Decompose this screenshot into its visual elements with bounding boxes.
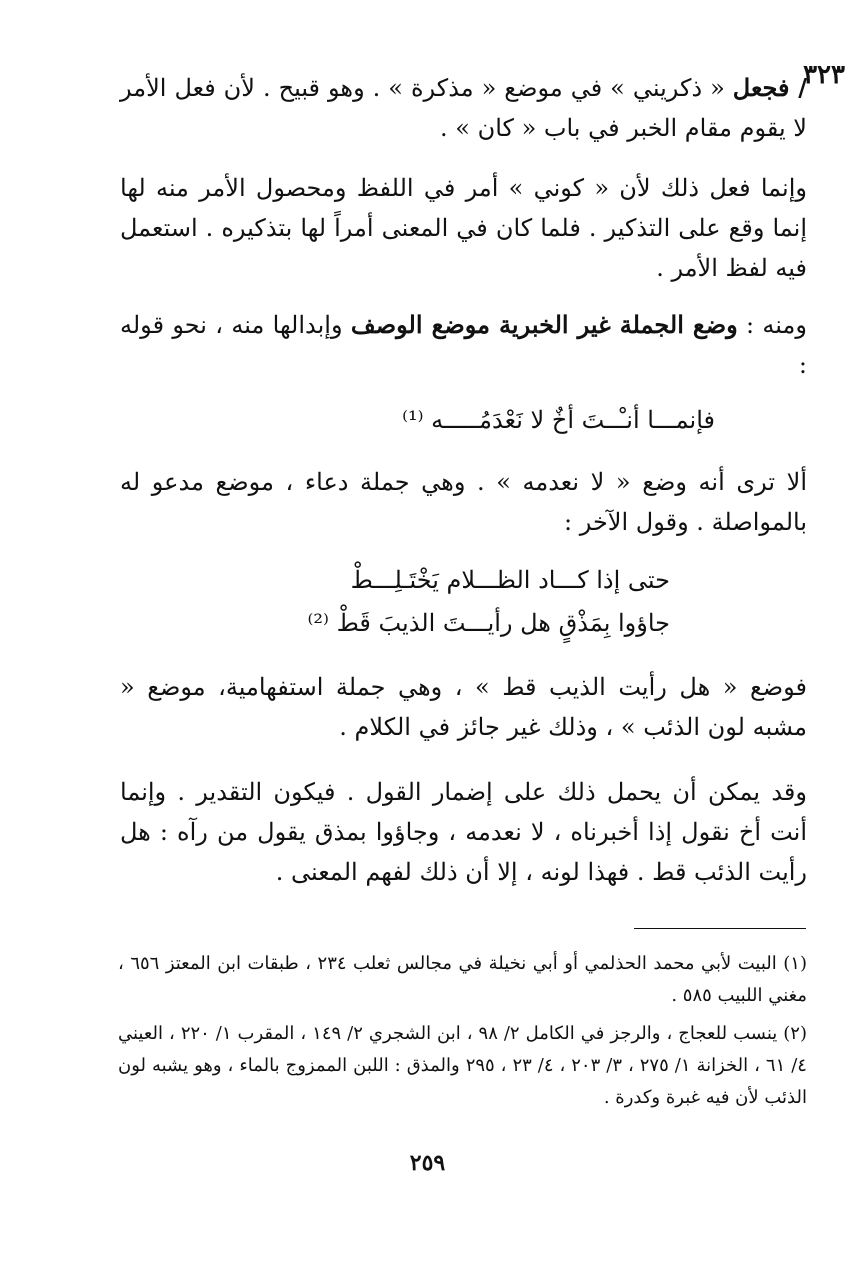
paragraph-3-lead: ومنه :	[737, 311, 807, 339]
paragraph-3	[120, 305, 807, 385]
paragraph-3-heading: وضع الجملة غير الخبرية موضع الوصف	[350, 310, 738, 339]
verse-2-line-1: حتى إذا كـــاد الظـــلام يَخْتَـلِـــطْ	[350, 566, 670, 594]
page-number: ٢٥٩	[409, 1150, 446, 1176]
paragraph-4-text: ألا ترى أنه وضع « لا نعدمه » . وهي جملة دعاء ، موضع مدعو له بالمواصلة . وقول الآخر :	[120, 468, 807, 536]
paragraph-2-text: وإنما فعل ذلك لأن « كوني » أمر في اللفظ ومحصول الأمر منه لها إنما وقع على التذكير . فلما كان في المعنى أمراً لها بتذكيره . استعمل فيه لفظ الأمر .	[120, 174, 807, 282]
paragraph-2	[120, 168, 807, 288]
footnote-divider	[634, 928, 806, 929]
paragraph-6-text: وقد يمكن أن يحمل ذلك على إضمار القول . فيكون التقدير . وإنما أنت أخ نقول إذا أخبرناه ، لا نعدمه ، وجاؤوا بمذق يقول من رآه : هل رأيت الذئب قط . فهذا لونه ، إلا أن ذلك لفهم المعنى .	[120, 778, 807, 886]
verse-2-line-2: جاؤوا بِمَذْقٍ هل رأيـــتَ الذيبَ قَطْ ⁽²⁾	[307, 609, 670, 637]
paragraph-1-lead: / فجعل	[732, 73, 807, 102]
paragraph-5	[120, 667, 807, 747]
paragraph-4	[120, 462, 807, 542]
margin-page-number: ٣٢٣	[803, 60, 845, 90]
paragraph-3-text: وإبدالها منه ، نحو قوله :	[120, 311, 807, 379]
paragraph-1	[120, 68, 807, 148]
paragraph-6	[120, 772, 807, 892]
paragraph-5-text: فوضع « هل رأيت الذيب قط » ، وهي جملة استفهامية، موضع « مشبه لون الذئب » ، وذلك غير جائز في الكلام .	[120, 673, 807, 741]
paragraph-1-text: « ذكريني » في موضع « مذكرة » . وهو قبيح . لأن فعل الأمر لا يقوم مقام الخبر في باب « كان » .	[120, 74, 807, 142]
footnote-2: (٢) ينسب للعجاج ، والرجز في الكامل ٢/ ٩٨ ، ابن الشجري ٢/ ١٤٩ ، المقرب ١/ ٢٢٠ ، العيني ٤/ ٦١ ، الخزانة ١/ ٢٧٥ ، ٣/ ٢٠٣ ، ٤/ ٢٣ ، ٢٩٥ والمذق : اللبن الممزوج بالماء ، وهو يشبه لون الذئب لأن فيه غبرة وكدرة .	[118, 1023, 807, 1108]
footnotes	[118, 948, 807, 1120]
footnote-1: (١) البيت لأبي محمد الحذلمي أو أبي نخيلة في مجالس ثعلب ٢٣٤ ، طبقات ابن المعتز ٦٥٦ ، مغني اللبيب ٥٨٥ .	[118, 953, 807, 1006]
verse-1: فإنمـــا أنـْــتَ أخٌ لا نَعْدَمُـــــه ⁽¹⁾	[402, 406, 715, 434]
